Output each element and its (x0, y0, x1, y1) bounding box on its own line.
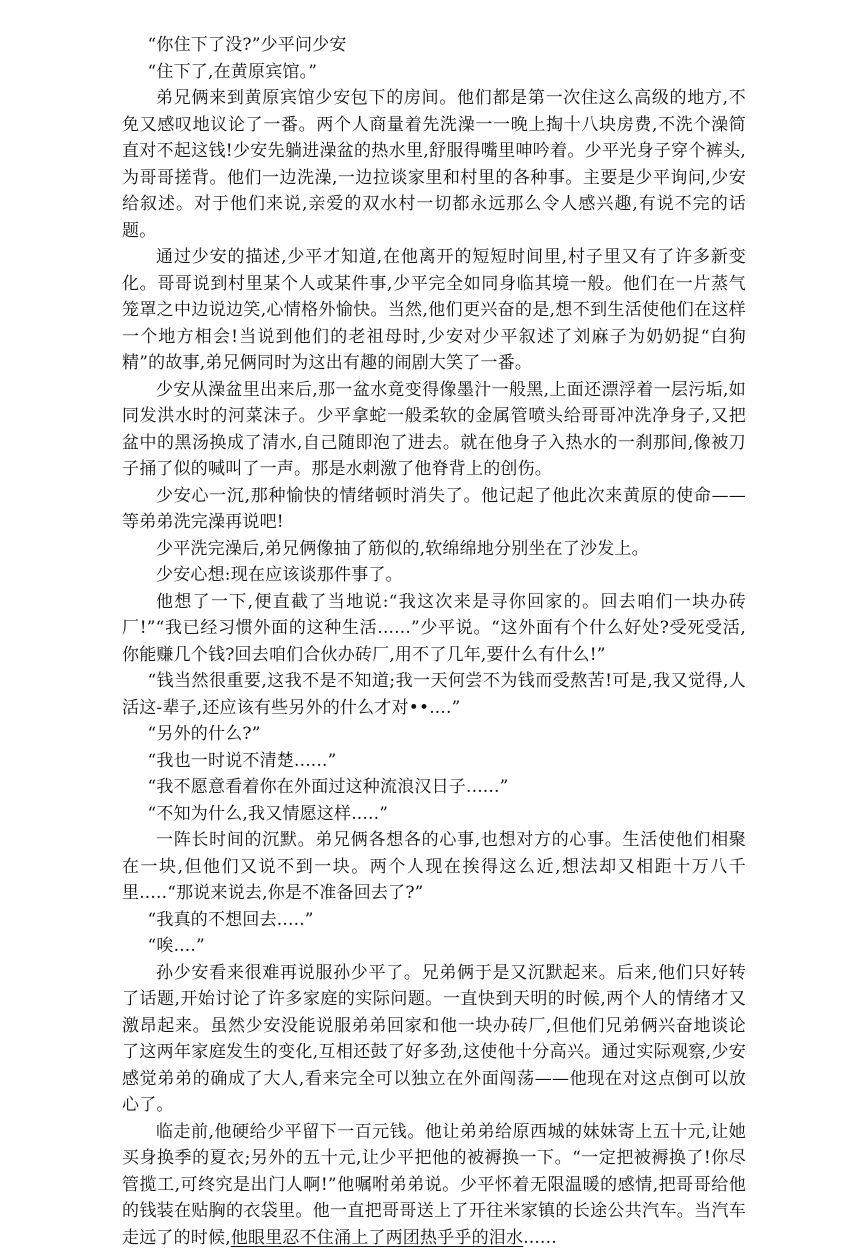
paragraph: “另外的什么?” (122, 721, 746, 748)
paragraph: “你住下了没?”少平问少安 (122, 32, 746, 59)
paragraph: 通过少安的描述,少平才知道,在他离开的短短时间里,村子里又有了许多新变化。哥哥说到村里某个人或某件事,少平完全如同身临其境一般。他们在一片蒸气笼罩之中边说边笑,心情格外愉快。当然,他们更兴奋的是,想不到生活使他们在这样一个地方相会!当说到他们的老祖母时,少安对少平叙述了刘麻子为奶奶捉“白狗精”的故事,弟兄俩同时为这出有趣的闹剧大笑了一番。 (122, 244, 746, 377)
trailing-ellipsis: ...... (523, 1228, 557, 1248)
paragraph: “我不愿意看着你在外面过这种流浪汉日子......” (122, 774, 746, 801)
paragraph: 他想了一下,便直截了当地说:“我这次来是寻你回家的。回去咱们一块办砖厂!”“我已经习惯外面的这种生活......”少平说。“这外面有个什么好处?受死受活,你能赚几个钱?回去咱们合伙办砖厂,用不了几年,要什么有什么!” (122, 589, 746, 669)
paragraph: 少平洗完澡后,弟兄俩像抽了筋似的,软绵绵地分别坐在了沙发上。 (122, 536, 746, 563)
paragraph: 孙少安看来很难再说服孙少平了。兄弟俩于是又沉默起来。后来,他们只好转了话题,开始讨论了许多家庭的实际问题。一直快到天明的时候,两个人的情绪才又激昂起来。虽然少安没能说服弟弟回家和他一块办砖厂,但他们兄弟俩兴奋地谈论了这两年家庭发生的变化,互相还鼓了好多劲,这使他十分高兴。通过实际观察,少安感觉弟弟的确成了大人,看来完全可以独立在外面闯荡——他现在对这点倒可以放心了。 (122, 960, 746, 1119)
paragraph: “住下了,在黄原宾馆。” (122, 59, 746, 86)
final-paragraph (122, 1119, 746, 1251)
paragraph: “钱当然很重要,这我不是不知道;我一天何尝不为钱而受熬苦!可是,我又觉得,人活这-辈子,还应该有些另外的什么才对••....” (122, 668, 746, 721)
paragraph: “不知为什么,我又情愿这样.....” (122, 801, 746, 828)
paragraph-text: 临走前,他硬给少平留下一百元钱。他让弟弟给原西城的妹妹寄上五十元,让她买身换季的夏衣;另外的五十元,让少平把他的被褥换一下。“一定把被褥换了!你尽管揽工,可终究是出门人啊!”他嘱咐弟弟说。少平怀着无限温暖的感情,把哥哥给他的钱装在贴胸的衣袋里。他一直把哥哥送上了开往米家镇的长途公共汽车。当汽车走远了的时候, (122, 1122, 746, 1248)
paragraph: “我也一时说不清楚......” (122, 748, 746, 775)
paragraph: 一阵长时间的沉默。弟兄俩各想各的心事,也想对方的心事。生活使他们相聚在一块,但他们又说不到一块。两个人现在挨得这么近,想法却又相距十万八千里.....“那说来说去,你是不准备回去了?” (122, 827, 746, 907)
paragraph: “唉....” (122, 933, 746, 960)
underlined-sentence: 他眼里忍不住涌上了两团热乎乎的泪水 (231, 1228, 523, 1248)
paragraph: “我真的不想回去.....” (122, 907, 746, 934)
paragraph: 少安心一沉,那种愉快的情绪顿时消失了。他记起了他此次来黄原的使命——等弟弟洗完澡再说吧! (122, 483, 746, 536)
paragraph: 弟兄俩来到黄原宾馆少安包下的房间。他们都是第一次住这么高级的地方,不免又感叹地议论了一番。两个人商量着先洗澡一一晚上掏十八块房费,不洗个澡简直对不起这钱!少安先躺进澡盆的热水里,舒服得嘴里呻吟着。少平光身子穿个裤头,为哥哥搓背。他们一边洗澡,一边拉谈家里和村里的各种事。主要是少平询问,少安给叙述。对于他们来说,亲爱的双水村一切都永远那么令人感兴趣,有说不完的话题。 (122, 85, 746, 244)
paragraph: 少安从澡盆里出来后,那一盆水竟变得像墨汁一般黑,上面还漂浮着一层污垢,如同发洪水时的河菜沫子。少平拿蛇一般柔软的金属管喷头给哥哥冲洗净身子,又把盆中的黑汤换成了清水,自己随即泡了进去。就在他身子入热水的一刹那间,像被刀子捅了似的喊叫了一声。那是水刺激了他脊背上的创伤。 (122, 377, 746, 483)
paragraph: 少安心想:现在应该谈那件事了。 (122, 562, 746, 589)
